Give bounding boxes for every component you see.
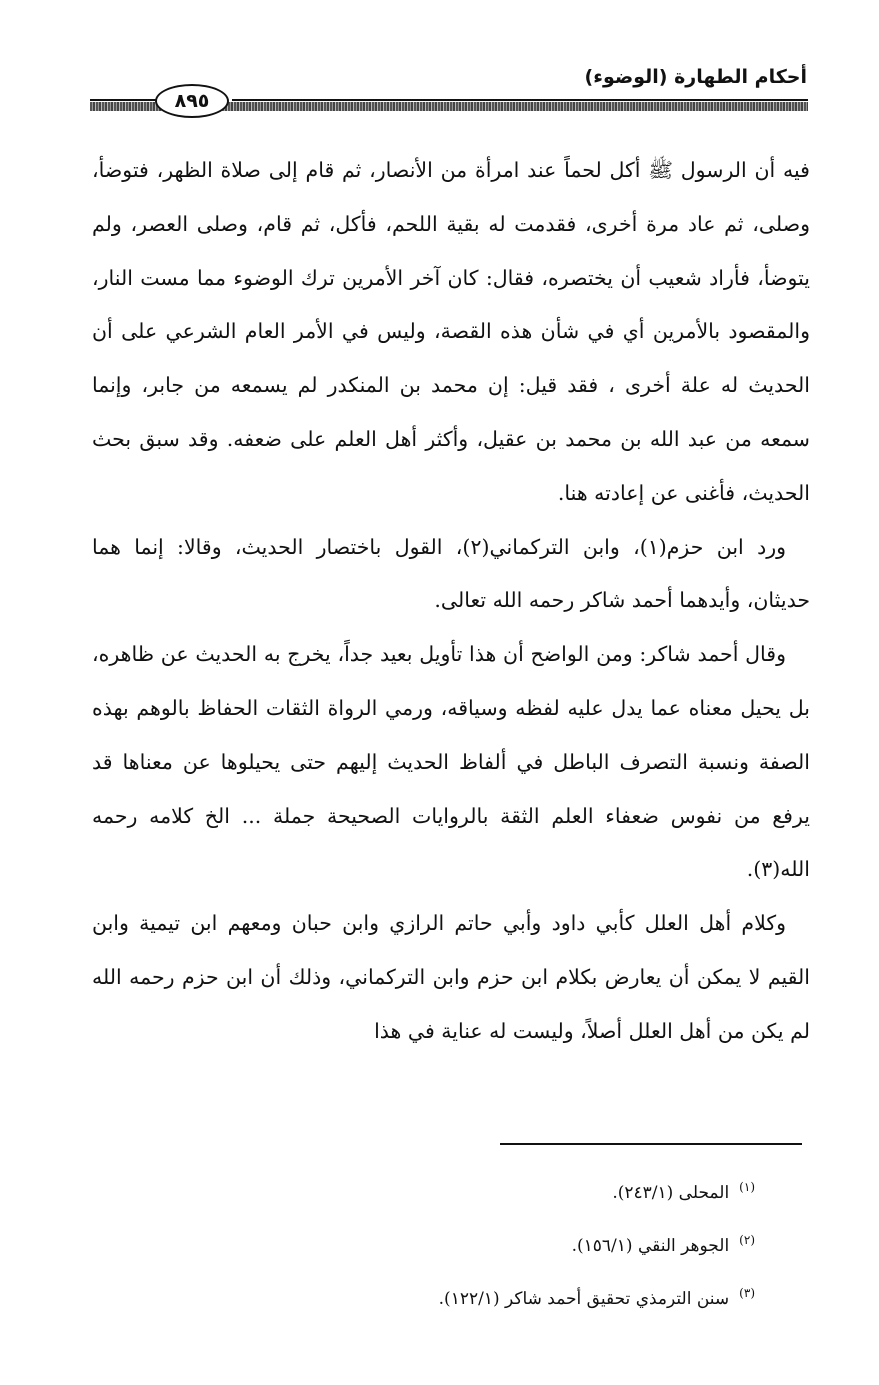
footnote-item — [195, 1220, 755, 1273]
footnote-number: (١) — [739, 1180, 755, 1194]
footnote-text: المحلى (٢٤٣/١). — [612, 1183, 730, 1203]
paragraph: وكلام أهل العلل كأبي داود وأبي حاتم الرازي وابن حبان ومعهم ابن تيمية وابن القيم لا يمكن أن يعارض بكلام ابن حزم وابن التركماني، وذلك أن ابن حزم رحمه الله لم يكن من أهل العلل أصلاً، وليست له عناية في هذا — [92, 911, 810, 1043]
header-divider-line — [232, 99, 808, 101]
paragraph: وقال أحمد شاكر: ومن الواضح أن هذا تأويل بعيد جداً، يخرج به الحديث عن ظاهره، بل يحيل معناه عما يدل عليه لفظه وسياقه، ورمي الرواة الثقات الحفاظ بالوهم بهذه الصفة ونسبة التصرف الباطل في ألفاظ الحديث إليهم حتى يحيلوها عن معناها قد يرفع من نفوس ضعفاء العلم الثقة بالروايات الصحيحة جملة ... الخ كلامه رحمه الله(٣). — [92, 642, 810, 882]
footnote-separator — [500, 1143, 802, 1145]
header-divider-line-left — [90, 99, 160, 101]
footnote-number: (٣) — [739, 1286, 755, 1300]
paragraph: فيه أن الرسول ﷺ أكل لحماً عند امرأة من الأنصار، ثم قام إلى صلاة الظهر، فتوضأ، وصلى، ثم عاد مرة أخرى، فقدمت له بقية اللحم، فأكل، ثم قام، وصلى العصر، ولم يتوضأ، فأراد شعيب أن يختصره، فقال: كان آخر الأمرين ترك الوضوء مما مست النار، والمقصود بالأمرين أي في شأن هذه القصة، وليس في الأمر العام الشرعي على أن الحديث له علة أخرى ، فقد قيل: إن محمد بن المنكدر لم يسمعه من جابر، وإنما سمعه من عبد الله بن محمد بن عقيل، وأكثر أهل العلم على ضعفه. وقد سبق بحث الحديث، فأغنى عن إعادته هنا. — [92, 158, 810, 505]
footnote-text: سنن الترمذي تحقيق أحمد شاكر (١٢٢/١). — [438, 1289, 730, 1309]
paragraph: ورد ابن حزم(١)، وابن التركماني(٢)، القول باختصار الحديث، وقالا: إنما هما حديثان، وأيدهما أحمد شاكر رحمه الله تعالى. — [92, 534, 810, 613]
main-text — [92, 144, 810, 1059]
page-number-badge: ٨٩٥ — [155, 84, 229, 118]
footnote-number: (٢) — [739, 1233, 755, 1247]
footnote-item — [195, 1273, 755, 1326]
footnote-item — [195, 1167, 755, 1220]
footnotes — [195, 1167, 755, 1326]
footnote-text: الجوهر النقي (١٥٦/١). — [571, 1236, 730, 1256]
running-header-title: أحكام الطهارة (الوضوء) — [584, 66, 807, 88]
